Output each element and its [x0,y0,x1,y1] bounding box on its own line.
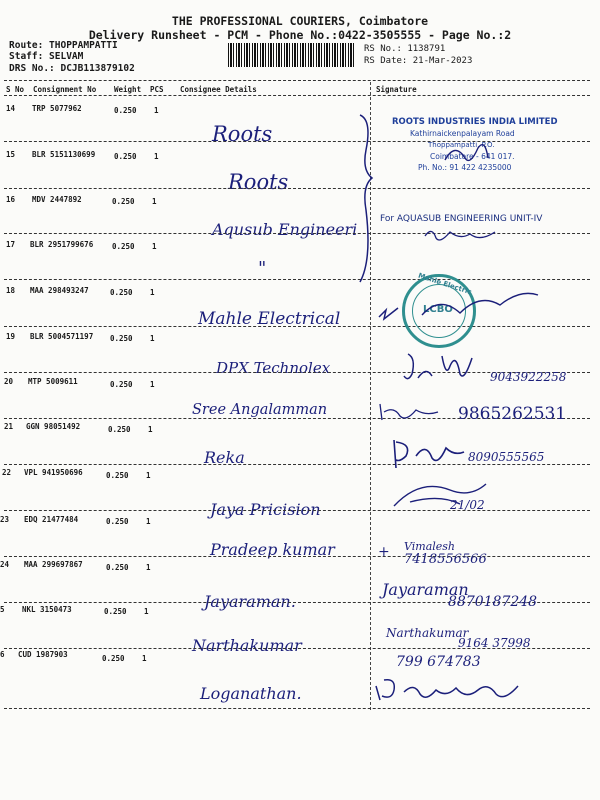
row-weight: 0.250 [106,471,129,480]
row-weight: 0.250 [112,242,135,251]
row-consignee: Loganathan. [200,684,302,703]
row-consignment: BLR 2951799676 [30,240,94,249]
date-22: 21/02 [450,498,485,512]
col-header-consignment: Consignment No [33,85,97,94]
rs-date: RS Date: 21-Mar-2023 [364,56,473,66]
signature-sree [376,400,446,424]
row-consignee: Pradeep kumar [210,540,335,559]
roots-stamp-po: Thoppampatti, P.O. [428,141,495,149]
roots-stamp-city: Coimbatore - 641 017. [430,152,515,161]
row-sno: 16 [6,195,16,204]
row-weight: 0.250 [110,380,133,389]
row-rule [4,708,590,709]
mahle-stamp-ring-text: Mahle Electric [417,271,473,297]
row-pcs: 1 [142,654,147,663]
row-rule [4,233,590,234]
row-weight: 0.250 [102,654,125,663]
phone-5: 9164 37998 [458,636,531,650]
row-pcs: 1 [146,471,151,480]
row-rule [4,141,590,142]
row-rule [4,556,590,557]
row-consignee: Aqusub Engineeri [212,220,358,239]
rs-number: RS No.: 1138791 [364,44,446,54]
row-consignment: CUD 1987903 [18,650,68,659]
row-sno: 24 [0,560,10,569]
row-pcs: 1 [146,517,151,526]
runsheet-title: Delivery Runsheet - PCM - Phone No.:0422-3505555 - Page No.:2 [88,28,512,42]
barcode [228,43,354,67]
row-consignment: MDV 2447892 [32,195,82,204]
roots-stamp-address: Kathirnaickenpalayam Road [410,129,515,138]
signature-reka [386,436,466,472]
row-rule [4,188,590,189]
table-top-rule [4,80,590,81]
col-header-pcs: PCS [150,85,164,94]
phone-23: 7418556566 [404,552,487,567]
col-header-signature: Signature [376,85,417,94]
row-sno: 21 [4,422,14,431]
row-weight: 0.250 [112,197,135,206]
drs-number: DRS No.: DCJB113879102 [9,63,135,74]
route-label: Route: THOPPAMPATTI [9,40,118,51]
row-consignment: MAA 298493247 [30,286,89,295]
row-sno: 19 [6,332,16,341]
col-header-weight: Weight [114,85,142,94]
row-weight: 0.250 [104,607,127,616]
row-consignee: " [258,258,267,279]
row-consignee: Mahle Electrical [198,309,341,329]
row-consignee: DPX Technolex [216,359,331,377]
row-rule [4,464,590,465]
row-pcs: 1 [146,563,151,572]
row-consignment: NKL 3150473 [22,605,72,614]
phone-5b: 799 674783 [396,654,481,670]
row-consignment: TRP 5077962 [32,104,82,113]
row-weight: 0.250 [110,334,133,343]
row-pcs: 1 [154,152,159,161]
signature-loganathan [370,676,530,706]
row-weight: 0.250 [106,517,129,526]
table-header-rule [4,95,590,96]
row-weight: 0.250 [114,106,137,115]
row-sno: 15 [6,150,16,159]
row-consignment: BLR 5004571197 [30,332,94,341]
row-sno: 22 [2,468,12,477]
row-consignment: MAA 299697867 [24,560,83,569]
signature-mahle [420,285,540,325]
roots-stamp-phone: Ph. No.: 91 422 4235000 [418,163,512,172]
row-pcs: 1 [154,106,159,115]
row-consignee: Roots [212,122,273,146]
phone-19: 9043922258 [490,370,567,384]
aquasub-stamp: For AQUASUB ENGINEERING UNIT-IV [380,214,543,224]
row-pcs: 1 [150,380,155,389]
row-consignee: Sree Angalamman [192,402,328,418]
row-consignment: GGN 98051492 [26,422,81,431]
grouping-brace [350,110,390,290]
col-header-sno: S No [6,85,25,94]
row-sno: 18 [6,286,16,295]
phone-24: 8870187248 [448,594,538,610]
row-sno: 17 [6,240,16,249]
row-pcs: 1 [144,607,149,616]
staff-label: Staff: SELVAM [9,51,84,62]
row-pcs: 1 [152,242,157,251]
row-weight: 0.250 [114,152,137,161]
row-pcs: 1 [148,425,153,434]
signature-aquasub [420,224,500,246]
row-rule [4,279,590,280]
signature-roots [440,140,500,170]
row-pcs: 1 [152,197,157,206]
row-sno: 6 [0,650,5,659]
row-sno: 20 [4,377,14,386]
name-24: Jayaraman [382,580,469,599]
row-consignee: Reka [204,448,245,467]
row-rule [4,326,590,327]
row-pcs: 1 [150,288,155,297]
row-weight: 0.250 [106,563,129,572]
row-weight: 0.250 [110,288,133,297]
row-sno: 14 [6,104,16,113]
row-consignee: Narthakumar [192,636,302,655]
row-weight: 0.250 [108,425,131,434]
roots-stamp-name: ROOTS INDUSTRIES INDIA LIMITED [392,117,558,127]
row-consignee: Roots [228,170,289,194]
row-consignment: BLR 5151130699 [32,150,96,159]
row-consignee: Jaya Pricision [210,500,321,519]
name-5: Narthakumar [386,626,469,640]
name-23: Vimalesh [404,540,456,553]
signature-dpx [402,348,482,384]
phone-20: 9865262531 [458,404,567,424]
row-consignment: EDQ 21477484 [24,515,79,524]
col-header-consignee: Consignee Details [180,85,257,94]
row-rule [4,510,590,511]
row-consignment: MTP 5009611 [28,377,78,386]
cross-mark: + [378,544,390,560]
row-consignment: VPL 941950696 [24,468,83,477]
row-consignee: Jayaraman. [204,592,296,611]
row-pcs: 1 [150,334,155,343]
row-sno: 23 [0,515,10,524]
row-sno: 5 [0,605,5,614]
phone-21: 8090555565 [468,450,545,464]
mahle-stamp-center: LCBO [423,304,453,315]
company-title: THE PROFESSIONAL COURIERS, Coimbatore [171,14,429,28]
